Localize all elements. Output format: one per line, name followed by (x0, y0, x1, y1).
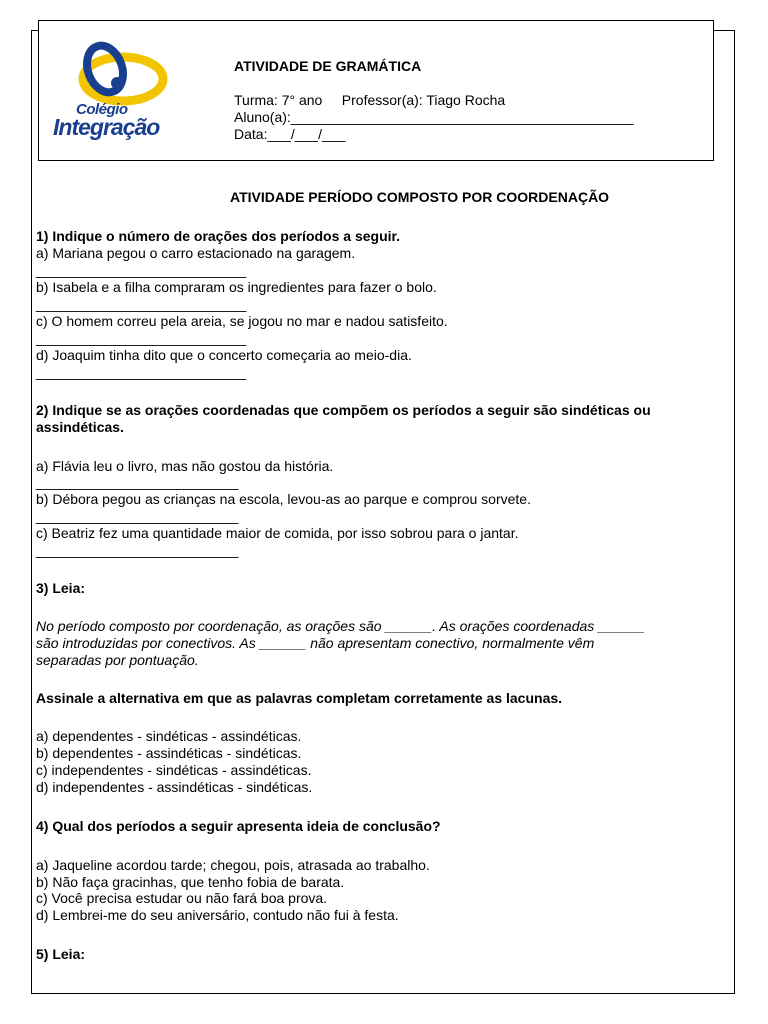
q4-option-a: a) Jaqueline acordou tarde; chegou, pois, atrasada ao trabalho. (36, 857, 430, 873)
q3-option-b: b) dependentes - assindéticas - sindéticas. (36, 745, 302, 761)
q3-quote-line3: separadas por pontuação. (36, 652, 199, 668)
q4-option-b: b) Não faça gracinhas, que tenho fobia de barata. (36, 874, 345, 890)
logo-text-colegio: Colégio (76, 101, 128, 118)
q3-option-a: a) dependentes - sindéticas - assindéticas. (36, 728, 302, 744)
q1-title: 1) Indique o número de orações dos períodos a seguir. (36, 228, 401, 244)
q2-answer-blank[interactable]: __________________________ (36, 508, 239, 524)
q3-option-d: d) independentes - assindéticas - sindéticas. (36, 779, 313, 795)
q3-quote-line1: No período composto por coordenação, as orações são ______. As orações coordenadas ______ (36, 618, 645, 634)
q3-option-c: c) independentes - sindéticas - assindéticas. (36, 762, 312, 778)
q4-title: 4) Qual dos períodos a seguir apresenta ideia de conclusão? (36, 818, 441, 834)
q1-item-c: c) O homem correu pela areia, se jogou no mar e nadou satisfeito. (36, 313, 448, 329)
q1-item-a: a) Mariana pegou o carro estacionado na garagem. (36, 245, 356, 261)
q2-title-line1: 2) Indique se as orações coordenadas que compõem os períodos a seguir são sindéticas ou (36, 402, 651, 418)
q1-answer-blank[interactable]: ___________________________ (36, 296, 247, 312)
q5-title: 5) Leia: (36, 946, 86, 962)
class-teacher-line: Turma: 7° ano Professor(a): Tiago Rocha (234, 92, 506, 108)
q3-title: 3) Leia: (36, 580, 86, 596)
q2-answer-blank[interactable]: __________________________ (36, 474, 239, 490)
q1-answer-blank[interactable]: ___________________________ (36, 330, 247, 346)
q2-item-c: c) Beatriz fez uma quantidade maior de comida, por isso sobrou para o jantar. (36, 525, 519, 541)
q1-answer-blank[interactable]: ___________________________ (36, 364, 247, 380)
q2-item-b: b) Débora pegou as crianças na escola, levou-as ao parque e comprou sorvete. (36, 491, 531, 507)
header-title: ATIVIDADE DE GRAMÁTICA (234, 58, 422, 74)
q2-answer-blank[interactable]: __________________________ (36, 542, 239, 558)
date-field[interactable]: Data:___/___/___ (234, 126, 346, 142)
q1-answer-blank[interactable]: ___________________________ (36, 262, 247, 278)
q3-instruction: Assinale a alternativa em que as palavras completam corretamente as lacunas. (36, 690, 563, 706)
q4-option-d: d) Lembrei-me do seu aniversário, contudo não fui à festa. (36, 907, 399, 923)
q1-item-d: d) Joaquim tinha dito que o concerto começaria ao meio-dia. (36, 347, 412, 363)
q1-item-b: b) Isabela e a filha compraram os ingredientes para fazer o bolo. (36, 279, 437, 295)
q2-title-line2: assindéticas. (36, 419, 124, 435)
activity-title: ATIVIDADE PERÍODO COMPOSTO POR COORDENAÇÃO (230, 189, 610, 205)
logo-text-integracao: Integração (53, 114, 160, 140)
q4-option-c: c) Você precisa estudar ou não fará boa prova. (36, 890, 328, 906)
student-field[interactable]: Aluno(a):____________________________________________ (234, 109, 634, 125)
q2-item-a: a) Flávia leu o livro, mas não gostou da história. (36, 458, 334, 474)
header-box (38, 20, 714, 161)
q3-quote-line2: são introduzidas por conectivos. As ______ não apresentam conectivo, normalmente vêm (36, 635, 595, 651)
